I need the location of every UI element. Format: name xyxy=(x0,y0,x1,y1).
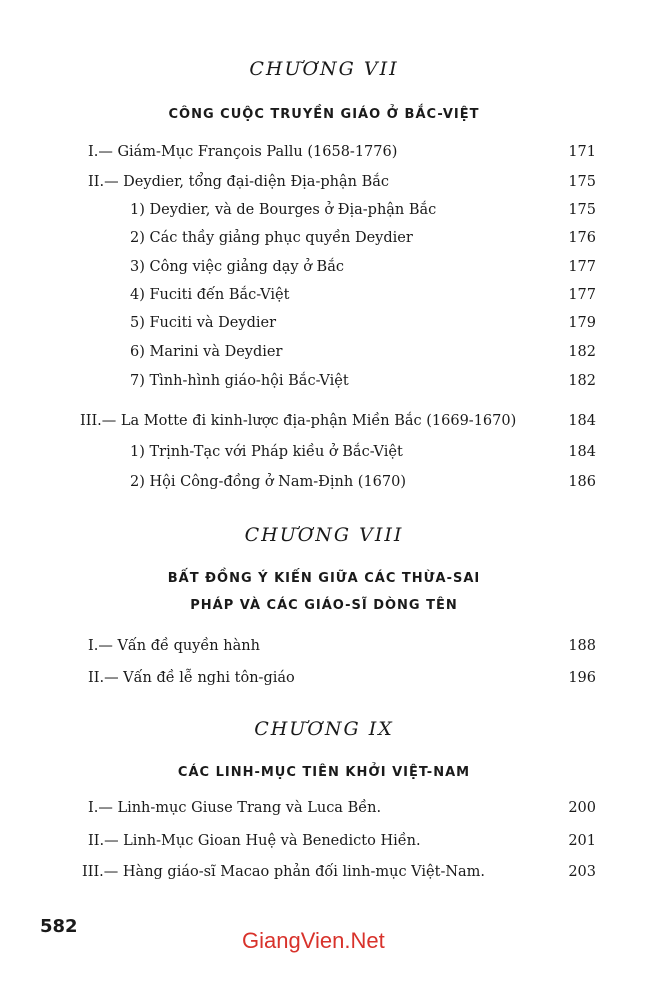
page-folio: 582 xyxy=(40,916,78,937)
toc-entry: II.— Deydier, tổng đại-diện Địa-phận Bắc xyxy=(88,174,389,190)
toc-page-number: 186 xyxy=(568,474,596,490)
toc-entry: I.— Vấn đề quyền hành xyxy=(88,638,260,654)
toc-page-number: 177 xyxy=(568,259,596,275)
toc-entry: II.— Linh-Mục Gioan Huệ và Benedicto Hiền. xyxy=(88,833,421,849)
toc-page-number: 179 xyxy=(568,315,596,331)
toc-entry: 2) Hội Công-đồng ở Nam-Định (1670) xyxy=(130,474,407,490)
toc-page-number: 184 xyxy=(568,413,596,429)
toc-page-number: 182 xyxy=(568,344,596,360)
toc-entry: 7) Tình-hình giáo-hội Bắc-Việt xyxy=(130,373,349,389)
toc-entry: III.— Hàng giáo-sĩ Macao phản đối linh-mục Việt-Nam. xyxy=(82,864,486,880)
toc-entry: 4) Fuciti đến Bắc-Việt xyxy=(130,287,290,303)
toc-page-number: 177 xyxy=(568,287,596,303)
chapter-heading: CÁC LINH-MỤC TIÊN KHỞI VIỆT-NAM xyxy=(177,765,471,780)
toc-page-number: 182 xyxy=(568,373,596,389)
toc-entry: III.— La Motte đi kinh-lược địa-phận Miền Bắc (1669-1670) xyxy=(80,413,517,429)
toc-entry: 3) Công việc giảng dạy ở Bắc xyxy=(130,259,344,275)
chapter-heading: BẤT ĐỒNG Ý KIẾN GIỮA CÁC THỪA-SAI xyxy=(167,571,481,586)
watermark-text: GiangVien.Net xyxy=(242,928,385,953)
toc-entry: 1) Trịnh-Tạc với Pháp kiều ở Bắc-Việt xyxy=(130,444,403,460)
toc-page-number: 200 xyxy=(568,800,596,816)
chapter-title: CHƯƠNG IX xyxy=(254,718,394,740)
toc-entry: 5) Fuciti và Deydier xyxy=(130,315,276,331)
toc-page-number: 196 xyxy=(568,670,596,686)
toc-page-number: 201 xyxy=(568,833,596,849)
toc-page-number: 175 xyxy=(568,174,596,190)
toc-entry: I.— Linh-mục Giuse Trang và Luca Bền. xyxy=(88,800,382,816)
toc-entry: 2) Các thầy giảng phục quyền Deydier xyxy=(130,230,413,246)
toc-entry: II.— Vấn đề lễ nghi tôn-giáo xyxy=(88,670,295,686)
toc-page-number: 176 xyxy=(568,230,596,246)
toc-page-number: 188 xyxy=(568,638,596,654)
toc-page-number: 171 xyxy=(568,144,596,160)
toc-page-number: 203 xyxy=(568,864,596,880)
chapter-heading: CÔNG CUỘC TRUYỀN GIÁO Ở BẮC-VIỆT xyxy=(168,107,480,122)
toc-page-number: 184 xyxy=(568,444,596,460)
toc-entry: I.— Giám-Mục François Pallu (1658-1776) xyxy=(88,144,398,160)
chapter-title: CHƯƠNG VIII xyxy=(244,524,404,546)
chapter-heading: PHÁP VÀ CÁC GIÁO-SĨ DÒNG TÊN xyxy=(190,598,458,613)
toc-entry: 1) Deydier, và de Bourges ở Địa-phận Bắc xyxy=(130,202,437,218)
chapter-title: CHƯƠNG VII xyxy=(249,58,399,80)
toc-entry: 6) Marini và Deydier xyxy=(130,344,283,360)
toc-page-number: 175 xyxy=(568,202,596,218)
